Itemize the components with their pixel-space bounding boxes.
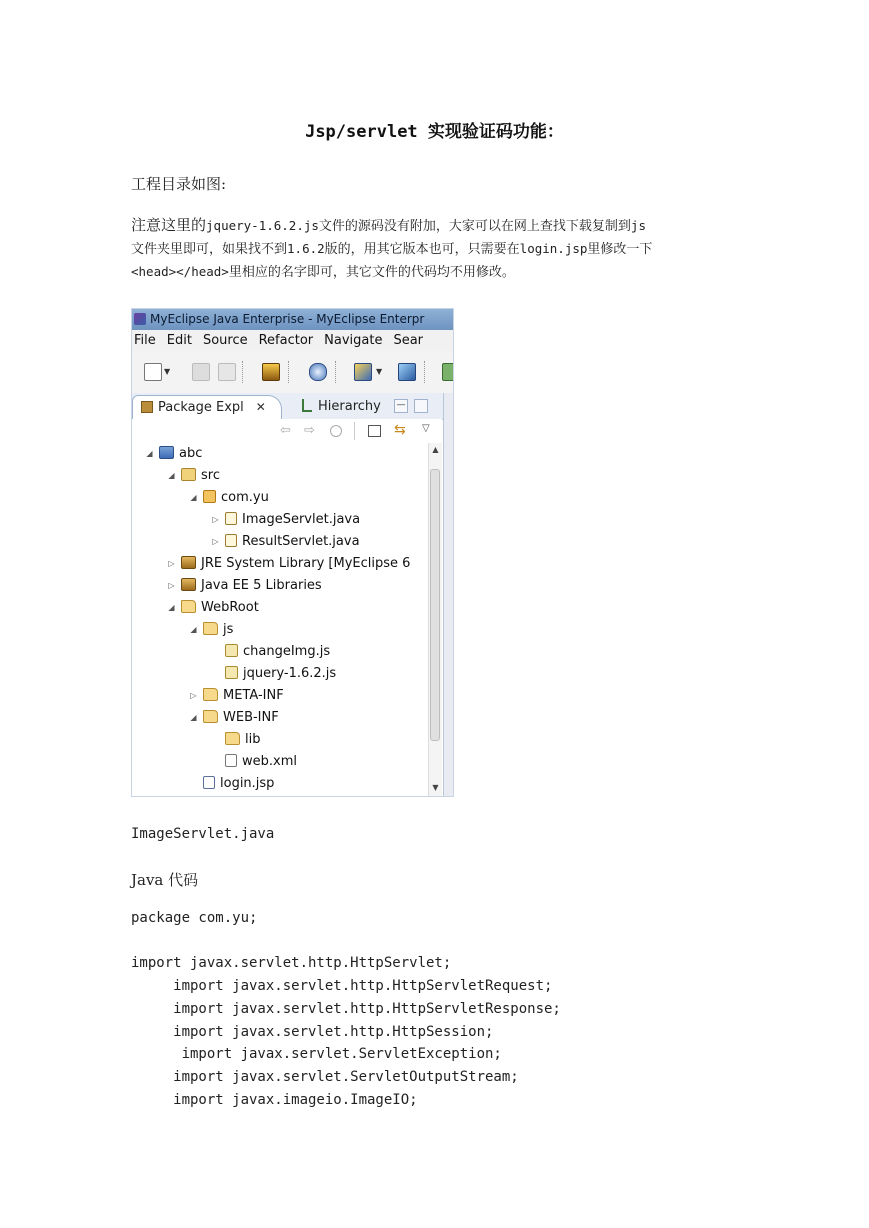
code-label: Java 代码 [131,871,199,889]
expand-arrow-icon[interactable]: ◢ [168,471,175,480]
tab-hierarchy[interactable] [288,396,392,418]
tree-item-label: WebRoot [201,600,259,615]
tree-item-label: Java EE 5 Libraries [201,578,322,593]
folder-icon [181,600,196,613]
server-icon[interactable] [309,363,327,381]
note-filename: jquery-1.6.2.js [206,218,319,233]
xml-file-icon [225,754,237,767]
note-text: 里相应的名字即可，其它文件的代码均不用修改。 [228,265,515,280]
tab-label: Package Expl [158,400,244,415]
tree-item[interactable] [188,487,269,509]
toolbar-separator [288,361,290,383]
maximize-view-icon[interactable] [414,399,428,413]
menu-search[interactable]: Sear [393,333,424,348]
tree-item[interactable] [166,553,410,575]
tree-item-label: com.yu [221,490,269,505]
note-text: 文件夹里即可，如果找不到 [131,242,288,257]
collapse-arrow-icon[interactable]: ▷ [168,559,175,568]
tree-item-label: web.xml [242,754,297,769]
deploy-dropdown-icon[interactable]: ▼ [376,367,383,376]
tree-item-label: src [201,468,220,483]
ide-screenshot [131,308,454,797]
code-line: import javax.servlet.http.HttpServlet; [131,955,452,972]
tree-item[interactable] [166,465,220,487]
collapse-all-icon[interactable] [368,425,381,437]
save-icon[interactable] [192,363,210,381]
toolbar [132,351,453,394]
window-titlebar [132,309,453,330]
code-line: package com.yu; [131,910,258,926]
back-icon[interactable]: ⇦ [280,423,291,438]
tree-scrollbar[interactable] [428,443,442,797]
note-line-2 [131,238,652,261]
deploy-icon[interactable] [354,363,372,381]
tree-item-label: login.jsp [220,776,275,791]
hierarchy-icon [302,399,312,412]
tree-item[interactable] [188,685,284,707]
java-file-icon [225,512,237,525]
scroll-down-icon[interactable]: ▼ [432,783,439,792]
run-server-icon[interactable] [398,363,416,381]
menu-edit[interactable]: Edit [166,333,192,348]
jsp-file-icon [203,776,215,789]
myeclipse-app-icon [134,313,146,325]
tree-item-label: META-INF [223,688,284,703]
library-icon [181,556,196,569]
tree-item[interactable] [210,509,360,531]
tree-item[interactable] [210,641,330,663]
source-folder-icon [181,468,196,481]
figure-caption: ImageServlet.java [131,826,275,842]
tree-item[interactable] [210,751,297,773]
tree-item-label: abc [179,446,203,461]
note-paragraph [131,214,652,284]
note-version: 1.6.2 [287,241,325,256]
tab-package-explorer[interactable] [132,395,282,419]
tab-label: Hierarchy [318,399,381,414]
tree-item-label: JRE System Library [MyEclipse 6 [201,556,411,571]
note-line-3 [131,261,652,284]
code-line: import javax.servlet.http.HttpServletResponse; [131,1000,561,1017]
tree-item-label: lib [245,732,261,747]
folder-icon [203,688,218,701]
expand-arrow-icon[interactable]: ◢ [168,603,175,612]
up-icon[interactable] [330,425,342,437]
tree-item[interactable] [210,663,336,685]
project-icon [159,446,174,459]
close-tab-icon[interactable]: ✕ [255,400,266,414]
note-line-1 [131,214,652,238]
menu-file[interactable]: File [134,333,156,348]
code-line: import javax.imageio.ImageIO; [131,1091,418,1108]
note-text: 注意这里的 [131,216,207,234]
library-icon [181,578,196,591]
tree-item[interactable] [166,597,259,619]
debug-icon[interactable] [442,363,454,381]
package-tree [132,443,428,797]
note-text: 文件的源码没有附加，大家可以在网上查找下载复制到 [318,219,631,234]
menu-refactor[interactable]: Refactor [258,333,314,348]
document-title: Jsp/servlet 实现验证码功能： [305,122,564,142]
code-line: import javax.servlet.ServletOutputStream; [131,1068,519,1085]
view-menu-icon[interactable]: ▽ [422,423,430,434]
link-with-editor-icon[interactable]: ⇆ [394,422,406,438]
print-icon[interactable] [218,363,236,381]
minimize-view-icon[interactable]: — [394,399,408,413]
section-heading: 工程目录如图: [131,175,227,193]
new-dropdown-icon[interactable]: ▼ [164,367,171,376]
editor-pane-edge [443,393,454,797]
open-type-icon[interactable] [262,363,280,381]
toolbar-separator [242,361,244,383]
new-icon[interactable] [144,363,162,381]
code-line: import javax.servlet.http.HttpServletRequest; [131,978,553,995]
code-line: import javax.servlet.ServletException; [131,1046,502,1063]
expand-arrow-icon[interactable]: ◢ [190,493,197,502]
window-title: MyEclipse Java Enterprise - MyEclipse Enterpr [150,312,425,326]
folder-icon [203,622,218,635]
forward-icon[interactable]: ⇨ [304,423,315,438]
tree-item-label: jquery-1.6.2.js [243,666,337,681]
package-icon [203,490,216,503]
note-text: 版的，用其它版本也可，只需要在 [324,242,520,257]
note-text: 里修改一下 [587,242,653,257]
tree-item[interactable] [210,531,360,553]
tree-item-label: ResultServlet.java [242,534,360,549]
collapse-arrow-icon[interactable]: ▷ [168,581,175,590]
expand-arrow-icon[interactable]: ◢ [190,713,197,722]
collapse-arrow-icon[interactable]: ▷ [212,537,219,546]
expand-arrow-icon[interactable]: ◢ [146,449,153,458]
scroll-thumb[interactable] [430,469,440,741]
tree-item-label: js [223,622,234,637]
menu-navigate[interactable]: Navigate [324,333,383,348]
tree-item-label: changeImg.js [243,644,331,659]
tree-item[interactable] [166,575,322,597]
note-code: <head></head> [131,264,229,279]
tree-item[interactable] [144,443,202,465]
js-file-icon [225,644,238,657]
note-filename: login.jsp [519,241,588,256]
folder-icon [203,710,218,723]
package-explorer-icon [141,401,153,413]
tree-item-label: ImageServlet.java [242,512,361,527]
tree-item[interactable] [188,619,233,641]
menu-bar [132,330,453,351]
menu-source[interactable]: Source [202,333,248,348]
js-file-icon [225,666,238,679]
expand-arrow-icon[interactable]: ◢ [190,625,197,634]
scroll-up-icon[interactable]: ▲ [432,445,439,454]
tree-item-label: WEB-INF [223,710,279,725]
toolbar-separator [424,361,426,383]
folder-icon [225,732,240,745]
collapse-arrow-icon[interactable]: ▷ [190,691,197,700]
toolbar-separator [335,361,337,383]
tree-item[interactable] [188,773,274,795]
code-line: import javax.servlet.http.HttpSession; [131,1023,494,1040]
toolbar-separator [354,422,355,440]
tree-item[interactable] [210,729,260,751]
view-tab-bar [132,393,453,420]
view-toolbar [132,419,442,444]
collapse-arrow-icon[interactable]: ▷ [212,515,219,524]
tree-item[interactable] [188,707,279,729]
note-folder: js [630,218,646,233]
java-file-icon [225,534,237,547]
